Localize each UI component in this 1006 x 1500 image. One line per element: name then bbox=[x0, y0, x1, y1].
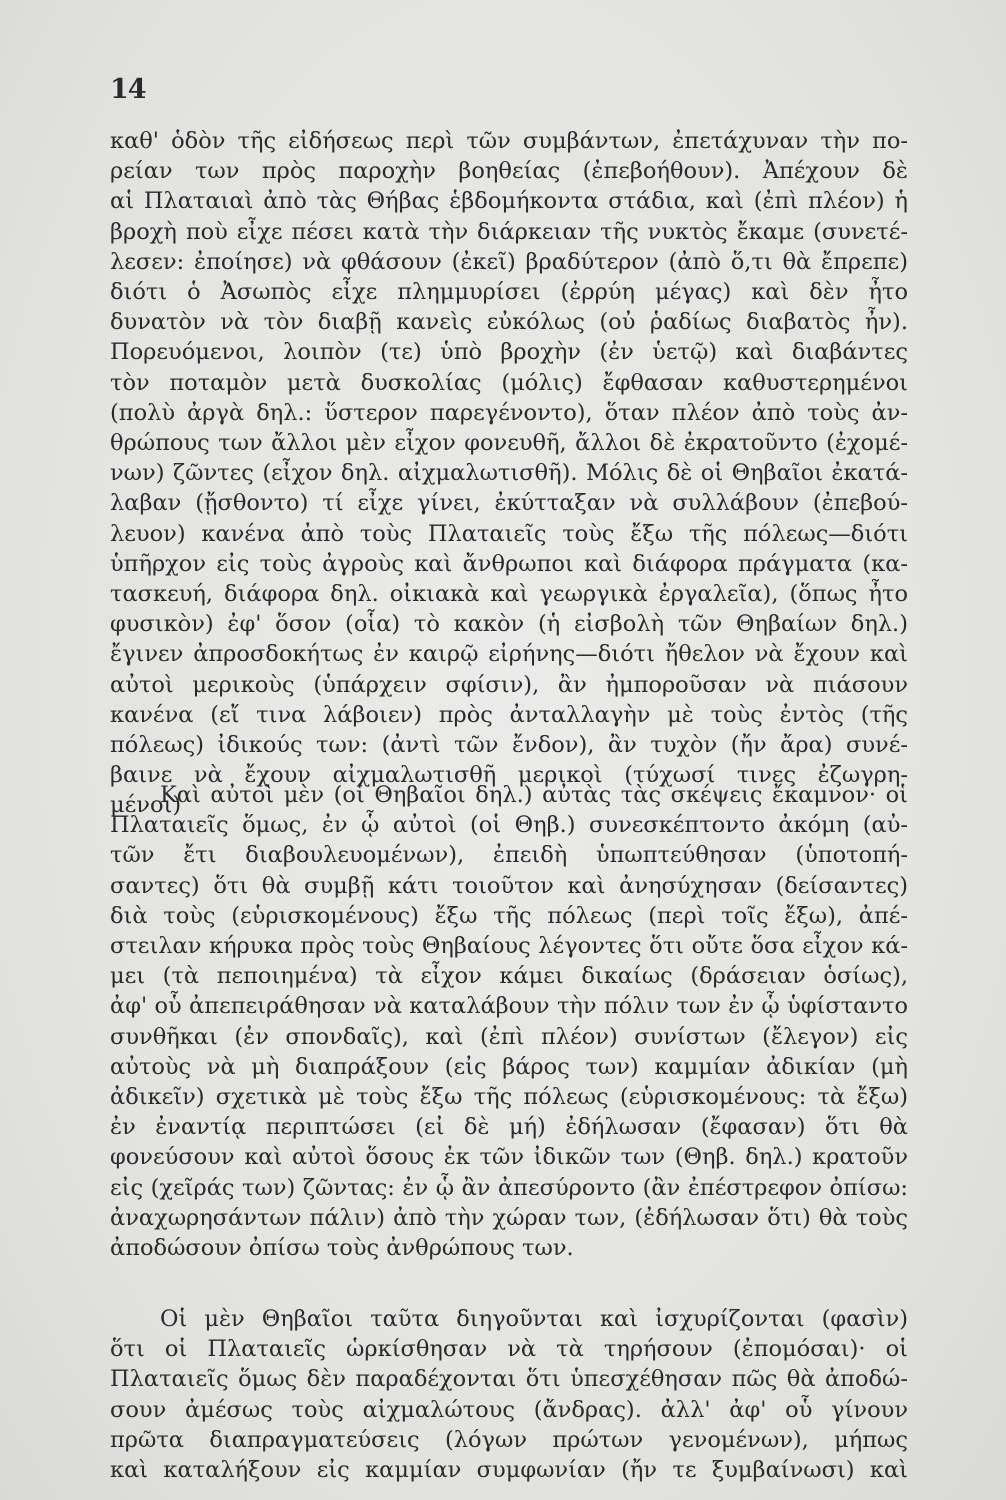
text-line: μει (τὰ πεποιημένα) τὰ εἶχον κάμει δικαίως (δράσειαν ὁσίως), bbox=[110, 963, 908, 990]
text-line: βαινε νὰ ἔχουν αἰχμαλωτισθῆ μερικοὶ (τύχωσί τινες ἐζωγρη- bbox=[110, 762, 908, 789]
text-line: διὰ τοὺς (εὑρισκομένους) ἔξω τῆς πόλεως (περὶ τοῖς ἔξω), ἀπέ- bbox=[110, 902, 908, 929]
text-line: σουν ἀμέσως τοὺς αἰχμαλώτους (ἄνδρας). ἀλλ' ἀφ' οὗ γίνουν bbox=[110, 1396, 908, 1423]
text-line: Πλαταιεῖς ὅμως, ἐν ᾧ αὐτοὶ (οἱ Θηβ.) συνεσκέπτοντο ἀκόμη (αὐ- bbox=[110, 812, 908, 839]
text-line: λευον) κανένα ἀπὸ τοὺς Πλαταιεῖς τοὺς ἔξω τῆς πόλεως—διότι bbox=[110, 520, 908, 547]
text-line: Οἱ μὲν Θηβαῖοι ταῦτα διηγοῦνται καὶ ἰσχυρίζονται (φασὶν) bbox=[160, 1306, 908, 1332]
text-line: αὐτοὶ μερικοὺς (ὑπάρχειν σφίσιν), ἂν ἠμποροῦσαν νὰ πιάσουν bbox=[110, 671, 908, 698]
text-line: τὸν ποταμὸν μετὰ δυσκολίας (μόλις) ἔφθασαν καθυστερημένοι bbox=[110, 369, 908, 396]
text-line: ἀποδώσουν ὀπίσω τοὺς ἀνθρώπους των. bbox=[110, 1235, 574, 1262]
text-line: φυσικὸν) ἐφ' ὅσον (οἷα) τὸ κακὸν (ἡ εἰσβολὴ τῶν Θηβαίων δηλ.) bbox=[110, 611, 908, 638]
text-line: ρείαν των πρὸς παροχὴν βοηθείας (ἐπεβοήθουν). Ἀπέχουν δὲ bbox=[110, 158, 908, 185]
text-line: μένοι) bbox=[110, 792, 182, 819]
text-line: νων) ζῶντες (εἶχον δηλ. αἰχμαλωτισθῆ). Μόλις δὲ οἱ Θηβαῖοι ἐκατά- bbox=[110, 460, 908, 487]
page-number: 14 bbox=[110, 74, 146, 105]
text-line: βροχὴ ποὺ εἶχε πέσει κατὰ τὴν διάρκειαν τῆς νυκτὸς ἔκαμε (συνετέ- bbox=[110, 218, 908, 245]
text-line: φονεύσουν καὶ αὐτοὶ ὅσους ἐκ τῶν ἰδικῶν των (Θηβ. δηλ.) κρατοῦν bbox=[110, 1144, 908, 1171]
text-line: εἰς (χεῖράς των) ζῶντας: ἐν ᾧ ἂν ἀπεσύροντο (ἂν ἐπέστρεφον ὀπίσω: bbox=[110, 1174, 908, 1201]
text-line: στειλαν κήρυκα πρὸς τοὺς Θηβαίους λέγοντες ὅτι οὔτε ὅσα εἶχον κά- bbox=[110, 933, 908, 960]
paragraph bbox=[110, 1304, 908, 1485]
text-line: καθ' ὁδὸν τῆς εἰδήσεως περὶ τῶν συμβάντων, ἐπετάχυναν τὴν πο- bbox=[110, 128, 908, 154]
text-line: Καὶ αὐτοὶ μὲν (οἱ Θηβαῖοι δηλ.) αὐτὰς τὰς σκέψεις ἔκαμνον· οἱ bbox=[160, 782, 908, 808]
paragraph bbox=[110, 126, 908, 821]
text-line: Πλαταιεῖς ὅμως δὲν παραδέχονται ὅτι ὑπεσχέθησαν πῶς θὰ ἀποδώ- bbox=[110, 1366, 908, 1393]
text-line: δυνατὸν νὰ τὸν διαβῇ κανεὶς εὐκόλως (οὐ ῥαδίως διαβατὸς ἦν). bbox=[110, 309, 908, 336]
text-line: σαντες) ὅτι θὰ συμβῇ κάτι τοιοῦτον καὶ ἀνησύχησαν (δείσαντες) bbox=[110, 872, 908, 899]
text-line: τῶν ἔτι διαβουλευομένων), ἐπειδὴ ὑπωπτεύθησαν (ὑποτοπή- bbox=[110, 842, 908, 869]
text-line: ἀδικεῖν) σχετικὰ μὲ τοὺς ἔξω τῆς πόλεως (εὑρισκομένους: τὰ ἔξω) bbox=[110, 1084, 908, 1111]
text-line: ὅτι οἱ Πλαταιεῖς ὡρκίσθησαν νὰ τὰ τηρήσουν (ἐπομόσαι)· οἱ bbox=[110, 1336, 908, 1363]
text-line: αἱ Πλαταιαὶ ἀπὸ τὰς Θήβας ἑβδομήκοντα στάδια, καὶ (ἐπὶ πλέον) ἡ bbox=[110, 188, 908, 215]
text-line: ἔγινεν ἀπροσδοκήτως ἐν καιρῷ εἰρήνης—διότι ἤθελον νὰ ἔχουν καὶ bbox=[110, 641, 908, 668]
text-line: τασκευή, διάφορα δηλ. οἰκιακὰ καὶ γεωργικὰ ἐργαλεῖα), (ὅπως ἦτο bbox=[110, 581, 908, 608]
text-line: ἀφ' οὗ ἀπεπειράθησαν νὰ καταλάβουν τὴν πόλιν των ἐν ᾧ ὑφίσταντο bbox=[110, 993, 908, 1020]
text-line: διότι ὁ Ἀσωπὸς εἶχε πλημμυρίσει (ἐρρύη μέγας) καὶ δὲν ἦτο bbox=[110, 279, 908, 306]
text-line: ἀναχωρησάντων πάλιν) ἀπὸ τὴν χώραν των, (ἐδήλωσαν ὅτι) θὰ τοὺς bbox=[110, 1204, 908, 1231]
text-line: συνθῆκαι (ἐν σπονδαῖς), καὶ (ἐπὶ πλέον) συνίστων (ἔλεγον) εἰς bbox=[110, 1023, 908, 1050]
text-line: θρώπους των ἄλλοι μὲν εἶχον φονευθῆ, ἄλλοι δὲ ἐκρατοῦντο (ἐχομέ- bbox=[110, 430, 908, 457]
text-line: ὑπῆρχον εἰς τοὺς ἀγροὺς καὶ ἄνθρωποι καὶ διάφορα πράγματα (κα- bbox=[110, 550, 908, 577]
text-line: (πολὺ ἀργὰ δηλ.: ὕστερον παρεγένοντο), ὅταν πλέον ἀπὸ τοὺς ἀν- bbox=[110, 399, 908, 426]
text-line: αὐτοὺς νὰ μὴ διαπράξουν (εἰς βάρος των) καμμίαν ἀδικίαν (μὴ bbox=[110, 1053, 908, 1080]
text-line: κανένα (εἴ τινα λάβοιεν) πρὸς ἀνταλλαγὴν μὲ τοὺς ἐντὸς (τῆς bbox=[110, 701, 908, 728]
text-line: Πορευόμενοι, λοιπὸν (τε) ὑπὸ βροχὴν (ἐν ὑετῷ) καὶ διαβάντες bbox=[110, 339, 908, 366]
text-line: καὶ καταλήξουν εἰς καμμίαν συμφωνίαν (ἤν τε ξυμβαίνωσι) καὶ bbox=[110, 1457, 908, 1484]
text-line: λαβαν (ᾔσθοντο) τί εἶχε γίνει, ἐκύτταξαν νὰ συλλάβουν (ἐπεβού- bbox=[110, 490, 908, 517]
text-line: πρῶτα διαπραγματεύσεις (λόγων πρώτων γενομένων), μήπως bbox=[110, 1426, 908, 1453]
paragraph bbox=[110, 780, 908, 1263]
text-line: ἐν ἐναντίᾳ περιπτώσει (εἰ δὲ μή) ἐδήλωσαν (ἔφασαν) ὅτι θὰ bbox=[110, 1114, 908, 1141]
text-line: λεσεν: ἐποίησε) νὰ φθάσουν (ἐκεῖ) βραδύτερον (ἀπὸ ὅ,τι θὰ ἔπρεπε) bbox=[110, 248, 908, 275]
text-line: πόλεως) ἰδικούς των: (ἀντὶ τῶν ἔνδον), ἂν τυχὸν (ἤν ἄρα) συνέ- bbox=[110, 732, 908, 759]
